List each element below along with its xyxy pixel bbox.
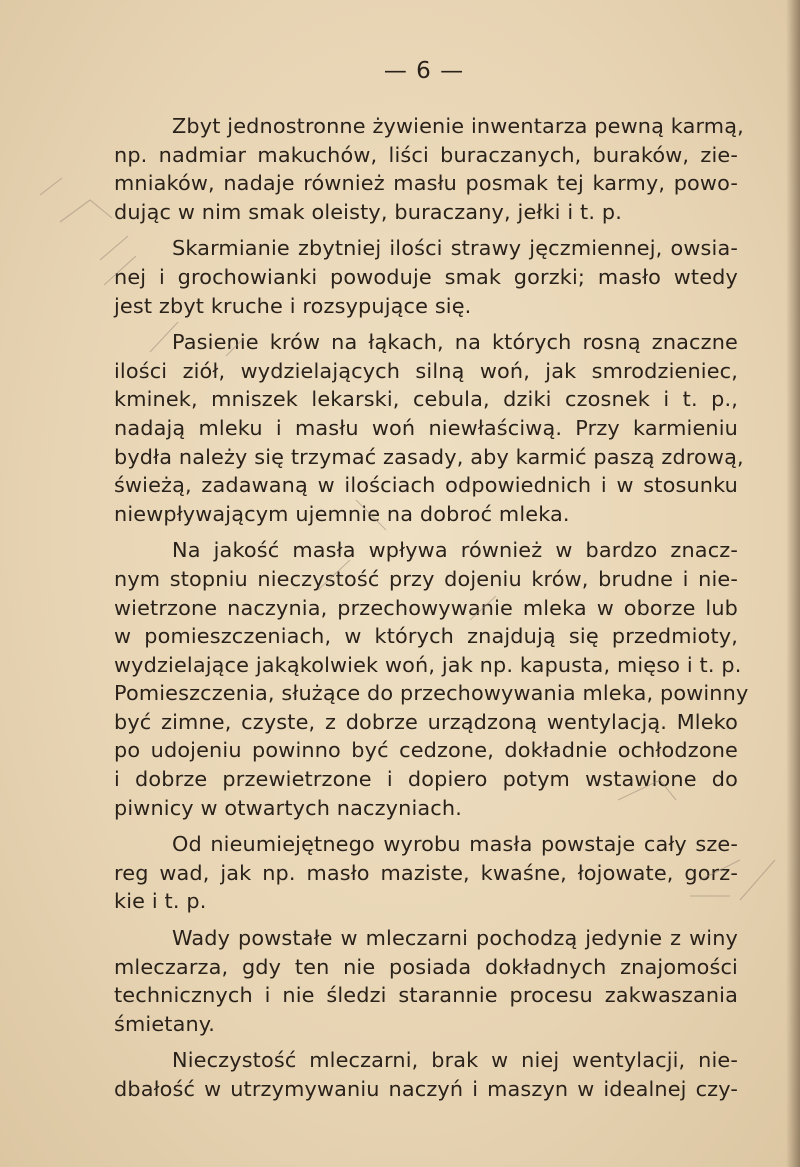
text-line: dbałość w utrzymywaniu naczyń i maszyn w idealnej czy-	[114, 1077, 738, 1101]
text-line: Skarmianie zbytniej ilości strawy jęczmiennej, owsia-	[172, 236, 738, 261]
text-line: Wady powstałe w mleczarni pochodzą jedynie z winy	[172, 926, 738, 951]
text-line: Pomieszczenia, służące do przechowywania mleka, powinny	[114, 681, 749, 706]
page-number: — 6 —	[383, 58, 465, 84]
text-line: w pomieszczeniach, w których znajdują się przedmioty,	[114, 624, 738, 649]
paragraph	[114, 112, 744, 226]
text-line: Pasienie krów na łąkach, na których rosną znaczne	[172, 330, 738, 355]
text-line: nadają mleku i masłu woń niewłaściwą. Przy karmieniu	[114, 415, 738, 440]
text-line: po udojeniu powinno być cedzone, dokładnie ochłodzone	[114, 738, 738, 763]
text-line: ilości ziół, wydzielających silną woń, jak smrodzieniec,	[114, 358, 738, 383]
text-line: Zbyt jednostronne żywienie inwentarza pewną karmą,	[172, 114, 744, 138]
text-line: nej i grochowianki powoduje smak gorzki; masło wtedy	[114, 264, 738, 289]
text-line: śmietany.	[114, 1011, 216, 1036]
text-line: być zimne, czyste, z dobrze urządzoną wentylacją. Mleko	[114, 709, 738, 734]
text-line: jest zbyt kruche i rozsypujące się.	[114, 293, 472, 318]
text-line: piwnicy w otwartych naczyniach.	[114, 795, 462, 820]
page-edge-shadow	[786, 0, 800, 1167]
paragraph	[114, 536, 749, 822]
text-line: kminek, mniszek lekarski, cebula, dziki czosnek i t. p.,	[114, 387, 738, 412]
text-line: Nieczystość mleczarni, brak w niej wentylacji, nie-	[172, 1048, 738, 1073]
text-line: nym stopniu nieczystość przy dojeniu krów, brudne i nie-	[114, 566, 738, 591]
text-line: np. nadmiar makuchów, liści buraczanych, buraków, zie-	[114, 142, 738, 167]
paragraph	[114, 328, 744, 528]
text-line: i dobrze przewietrzone i dopiero potym wstawione do	[114, 767, 738, 792]
text-line: technicznych i nie śledzi starannie procesu zakwaszania	[114, 983, 738, 1008]
text-line: wydzielające jakąkolwiek woń, jak np. kapusta, mięso i t. p.	[114, 652, 742, 677]
text-line: świeżą, zadawaną w ilościach odpowiednich i w stosunku	[114, 473, 738, 498]
text-line: reg wad, jak np. masło maziste, kwaśne, łojowate, gorz-	[114, 860, 738, 885]
text-line: niewpływającym ujemnie na dobroć mleka.	[114, 501, 570, 526]
text-line: dując w nim smak oleisty, buraczany, jełki i t. p.	[114, 199, 622, 224]
text-line: Na jakość masła wpływa również w bardzo znacz-	[172, 538, 738, 563]
paragraph	[114, 924, 738, 1038]
text-line: Od nieumiejętnego wyrobu masła powstaje cały sze-	[172, 832, 738, 857]
paragraph	[114, 234, 738, 320]
text-line: wietrzone naczynia, przechowywanie mleka w oborze lub	[114, 595, 738, 620]
paragraph	[114, 1046, 738, 1103]
text-line: bydła należy się trzymać zasady, aby karmić paszą zdrową,	[114, 444, 744, 469]
text-line: mniaków, nadaje również masłu posmak tej karmy, powo-	[114, 171, 738, 196]
paragraph	[114, 830, 738, 916]
text-line: mleczarza, gdy ten nie posiada dokładnych znajomości	[114, 954, 738, 979]
body-text	[114, 112, 749, 1112]
text-line: kie i t. p.	[114, 889, 207, 914]
